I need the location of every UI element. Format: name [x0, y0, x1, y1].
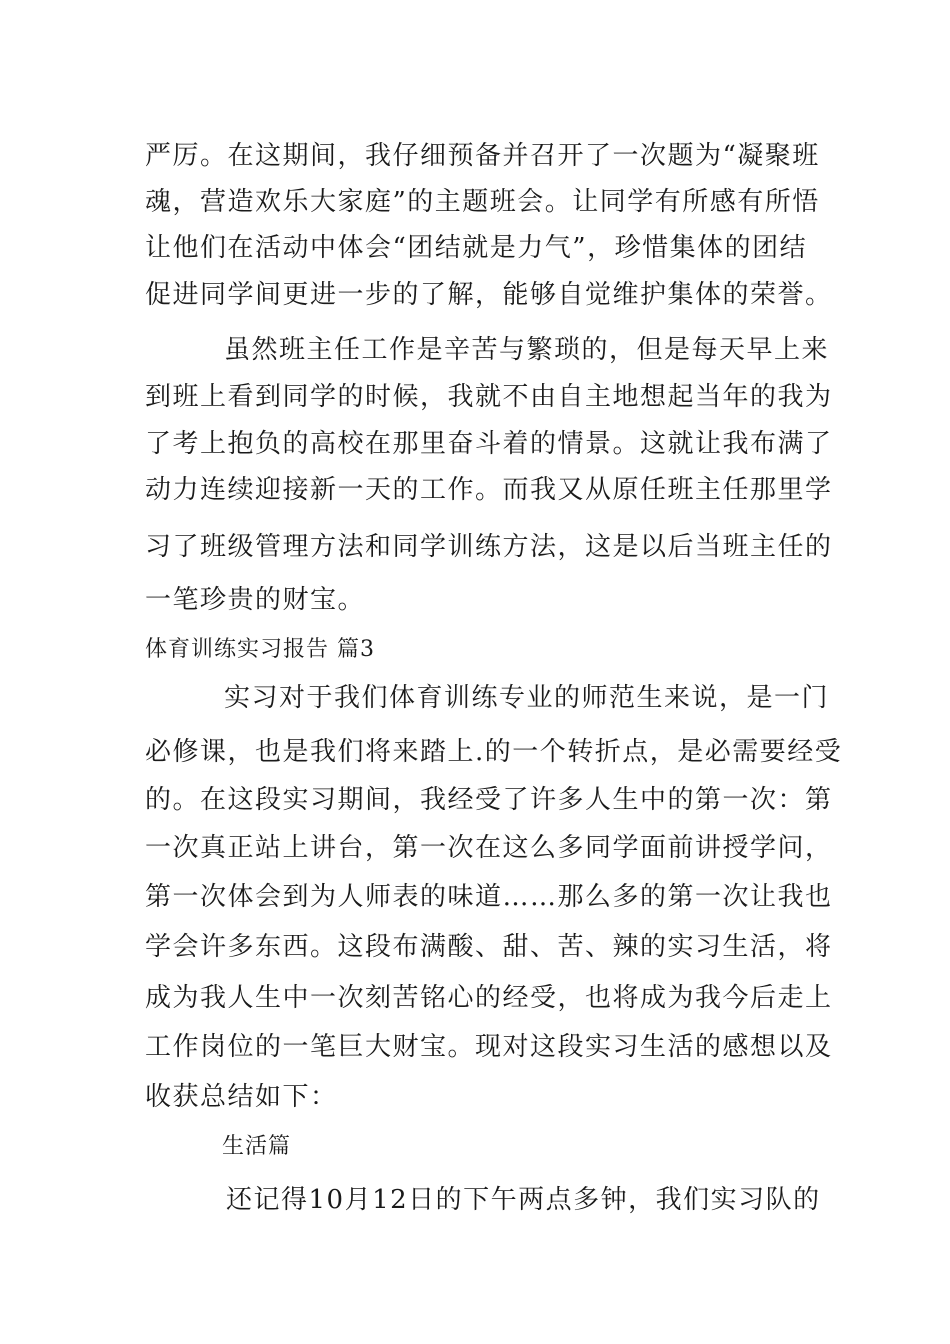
paragraph-line: 第一次体会到为人师表的味道……那么多的第一次让我也 [145, 882, 833, 912]
paragraph-line: 让他们在活动中体会“团结就是力气”，珍惜集体的团结 [145, 233, 808, 263]
paragraph-line: 一次真正站上讲台，第一次在这么多同学面前讲授学问， [145, 833, 833, 863]
section-heading: 体育训练实习报告 篇3 [145, 637, 375, 662]
paragraph-line: 还记得10月12日的下午两点多钟，我们实习队的 [226, 1185, 821, 1215]
paragraph-line: 到班上看到同学的时候，我就不由自主地想起当年的我为 [145, 382, 833, 412]
paragraph-line: 虽然班主任工作是辛苦与繁琐的，但是每天早上来 [224, 335, 830, 365]
paragraph-line: 的。在这段实习期间，我经受了许多人生中的第一次：第 [145, 785, 833, 815]
paragraph-line: 习了班级管理方法和同学训练方法，这是以后当班主任的 [145, 532, 833, 562]
paragraph-line: 魂，营造欢乐大家庭”的主题班会。让同学有所感有所悟 [145, 187, 820, 217]
paragraph-line: 一笔珍贵的财宝。 [145, 585, 366, 615]
paragraph-line: 收获总结如下： [145, 1082, 338, 1112]
paragraph-line: 学会许多东西。这段布满酸、甜、苦、辣的实习生活，将 [145, 932, 833, 962]
paragraph-line: 必修课，也是我们将来踏上.的一个转折点，是必需要经受 [145, 737, 843, 767]
paragraph-line: 动力连续迎接新一天的工作。而我又从原任班主任那里学 [145, 475, 833, 505]
paragraph-line: 成为我人生中一次刻苦铭心的经受，也将成为我今后走上 [145, 983, 833, 1013]
paragraph-line: 促进同学间更进一步的了解，能够自觉维护集体的荣誉。 [145, 280, 833, 310]
paragraph-line: 了考上抱负的高校在那里奋斗着的情景。这就让我布满了 [145, 429, 833, 459]
paragraph-line: 严厉。在这期间，我仔细预备并召开了一次题为“凝聚班 [145, 141, 820, 171]
paragraph-line: 工作岗位的一笔巨大财宝。现对这段实习生活的感想以及 [145, 1032, 833, 1062]
paragraph-line: 实习对于我们体育训练专业的师范生来说，是一门 [224, 683, 830, 713]
subsection-heading: 生活篇 [222, 1134, 292, 1159]
